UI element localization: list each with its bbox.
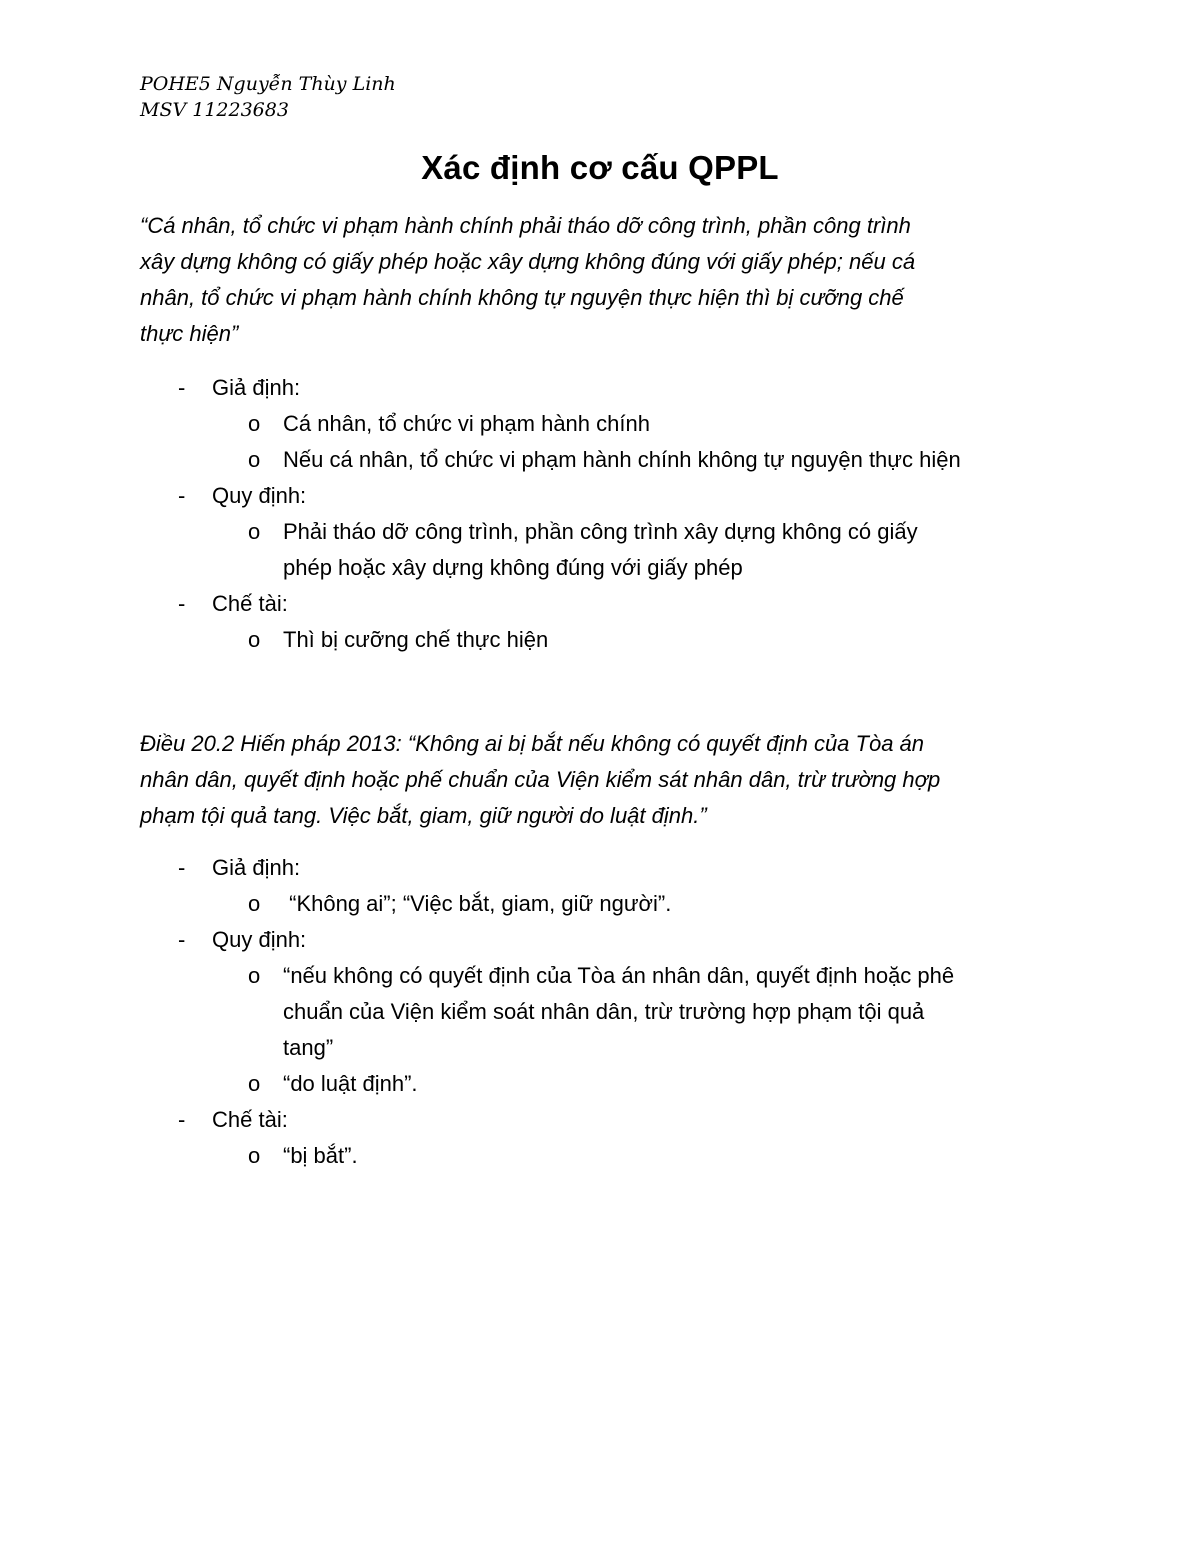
list-item	[140, 370, 1080, 406]
list-item	[140, 1066, 1080, 1102]
che-tai-item: Thì bị cưỡng chế thực hiện	[283, 627, 549, 652]
gia-dinh-label: Giả định:	[212, 375, 301, 400]
dash-bullet: -	[178, 1107, 186, 1132]
list-item-continuation	[140, 550, 1080, 586]
quote-line: Điều 20.2 Hiến pháp 2013: “Không ai bị bắt nếu không có quyết định của Tòa án	[140, 731, 925, 756]
dash-bullet: -	[178, 483, 186, 508]
list-item	[140, 922, 1080, 958]
quy-dinh-item-cont: chuẩn của Viện kiểm soát nhân dân, trừ trường hợp phạm tội quả	[283, 999, 925, 1024]
quote-line: xây dựng không có giấy phép hoặc xây dựng không đúng với giấy phép; nếu cá	[140, 249, 916, 274]
list-item-continuation	[140, 1030, 1080, 1066]
list-item	[140, 850, 1080, 886]
list-item	[140, 958, 1080, 994]
legal-quote-1	[140, 208, 1075, 352]
quy-dinh-label: Quy định:	[212, 927, 307, 952]
circle-bullet: o	[248, 519, 261, 544]
che-tai-label: Chế tài:	[212, 1107, 288, 1132]
list-item	[140, 1102, 1080, 1138]
author-name: POHE5 Nguyễn Thùy Linh	[140, 73, 396, 95]
circle-bullet: o	[248, 1071, 261, 1096]
dash-bullet: -	[178, 591, 186, 616]
quy-dinh-item: “do luật định”.	[283, 1071, 418, 1096]
gia-dinh-item: “Không ai”; “Việc bắt, giam, giữ người”.	[283, 891, 672, 916]
circle-bullet: o	[248, 411, 261, 436]
circle-bullet: o	[248, 1143, 261, 1168]
quote-line: nhân dân, quyết định hoặc phế chuẩn của Viện kiểm sát nhân dân, trừ trường hợp	[140, 767, 941, 792]
circle-bullet: o	[248, 963, 261, 988]
circle-bullet: o	[248, 627, 261, 652]
quote-line: phạm tội quả tang. Việc bắt, giam, giữ người do luật định.”	[140, 803, 707, 828]
list-item	[140, 586, 1080, 622]
list-item	[140, 1138, 1080, 1174]
quy-dinh-item: “nếu không có quyết định của Tòa án nhân dân, quyết định hoặc phê	[283, 963, 955, 988]
list-item	[140, 622, 1080, 658]
list-item	[140, 478, 1080, 514]
legal-quote-2	[140, 726, 1075, 834]
student-id: MSV 11223683	[140, 99, 289, 121]
dash-bullet: -	[178, 927, 186, 952]
quote-line: thực hiện”	[140, 321, 239, 346]
analysis-list-2	[140, 850, 1080, 1174]
list-item-continuation	[140, 994, 1080, 1030]
list-item	[140, 442, 1080, 478]
gia-dinh-item: Nếu cá nhân, tổ chức vi phạm hành chính không tự nguyện thực hiện	[283, 447, 961, 472]
list-item	[140, 886, 1080, 922]
quy-dinh-label: Quy định:	[212, 483, 307, 508]
circle-bullet: o	[248, 891, 261, 916]
quote-line: “Cá nhân, tổ chức vi phạm hành chính phải tháo dỡ công trình, phần công trình	[140, 213, 911, 238]
che-tai-item: “bị bắt”.	[283, 1143, 358, 1168]
gia-dinh-label: Giả định:	[212, 855, 301, 880]
page-title: Xác định cơ cấu QPPL	[421, 149, 779, 186]
list-item	[140, 406, 1080, 442]
che-tai-label: Chế tài:	[212, 591, 288, 616]
quy-dinh-item-cont: phép hoặc xây dựng không đúng với giấy phép	[283, 555, 743, 580]
gia-dinh-item: Cá nhân, tổ chức vi phạm hành chính	[283, 411, 650, 436]
dash-bullet: -	[178, 375, 186, 400]
quote-line: nhân, tổ chức vi phạm hành chính không tự nguyện thực hiện thì bị cưỡng chế	[140, 285, 904, 310]
quy-dinh-item-cont: tang”	[283, 1035, 334, 1060]
circle-bullet: o	[248, 447, 261, 472]
analysis-list-1	[140, 370, 1080, 658]
list-item	[140, 514, 1080, 550]
quy-dinh-item: Phải tháo dỡ công trình, phần công trình xây dựng không có giấy	[283, 519, 918, 544]
dash-bullet: -	[178, 855, 186, 880]
